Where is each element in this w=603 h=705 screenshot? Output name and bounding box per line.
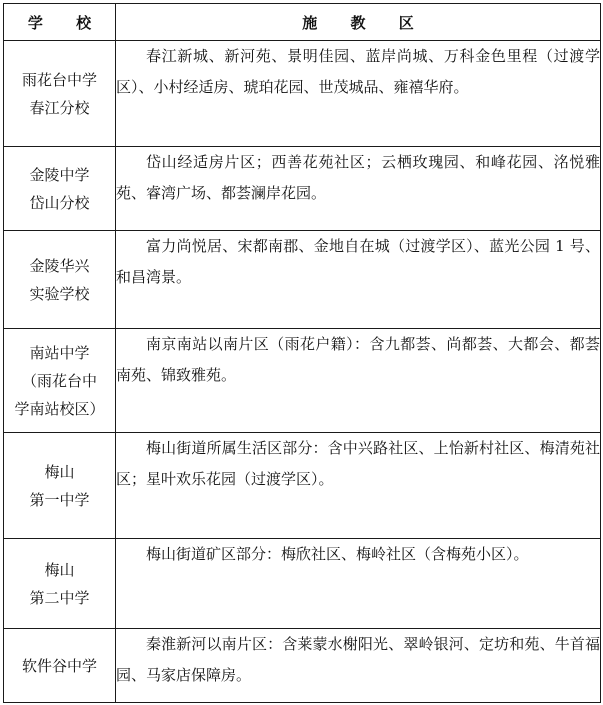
district-text: 南京南站以南片区（雨花户籍）：含九都荟、尚都荟、大都会、都荟南苑、锦致雅苑。 xyxy=(116,329,601,433)
district-text: 秦淮新河以南片区：含莱蒙水榭阳光、翠岭银河、定坊和苑、牛首福园、马家店保障房。 xyxy=(116,629,601,703)
table-row xyxy=(4,539,601,629)
school-name: 金陵中学 岱山分校 xyxy=(4,147,116,231)
school-name: 梅山 第一中学 xyxy=(4,433,116,539)
school-name: 雨花台中学 春江分校 xyxy=(4,41,116,147)
table-row xyxy=(4,231,601,329)
district-text: 梅山街道矿区部分：梅欣社区、梅岭社区（含梅苑小区）。 xyxy=(116,539,601,629)
header-district: 施 教 区 xyxy=(116,4,601,41)
school-district-table xyxy=(3,3,601,703)
district-text: 岱山经适房片区；西善花苑社区；云栖玫瑰园、和峰花园、洺悦雅苑、睿湾广场、都荟澜岸花园。 xyxy=(116,147,601,231)
table-row xyxy=(4,41,601,147)
district-text: 梅山街道所属生活区部分：含中兴路社区、上怡新村社区、梅清苑社区；星叶欢乐花园（过渡学区）。 xyxy=(116,433,601,539)
table-row xyxy=(4,433,601,539)
table-row xyxy=(4,147,601,231)
table-row xyxy=(4,629,601,703)
table-row xyxy=(4,329,601,433)
table-header-row xyxy=(4,4,601,41)
school-name: 金陵华兴 实验学校 xyxy=(4,231,116,329)
district-text: 春江新城、新河苑、景明佳园、蓝岸尚城、万科金色里程（过渡学区）、小村经适房、琥珀花园、世茂城品、雍禧华府。 xyxy=(116,41,601,147)
school-name: 南站中学 （雨花台中 学南站校区） xyxy=(4,329,116,433)
school-name: 软件谷中学 xyxy=(4,629,116,703)
school-name: 梅山 第二中学 xyxy=(4,539,116,629)
header-school: 学 校 xyxy=(4,4,116,41)
district-text: 富力尚悦居、宋都南郡、金地自在城（过渡学区）、蓝光公园 1 号、和昌湾景。 xyxy=(116,231,601,329)
